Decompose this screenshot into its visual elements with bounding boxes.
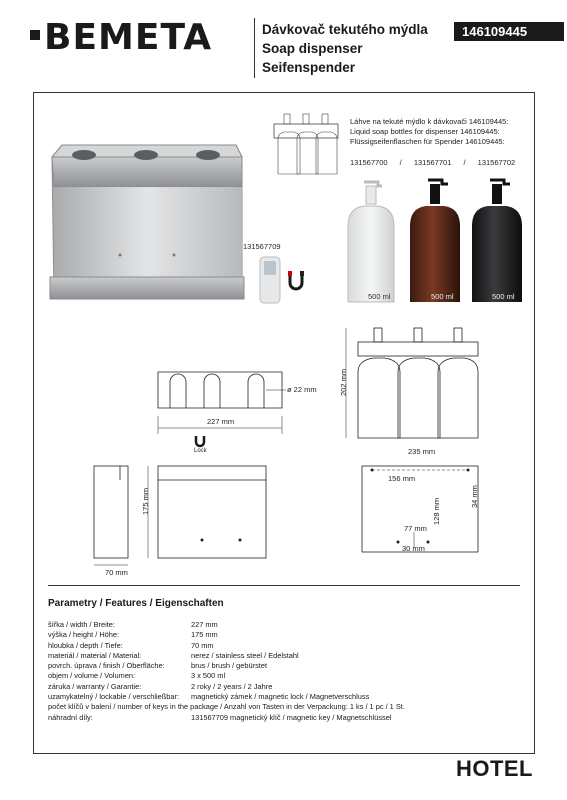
param-value: 70 mm <box>191 640 214 650</box>
volume-label-3: 500 ml <box>492 292 515 301</box>
category-label: HOTEL <box>455 756 533 781</box>
param-key: záruka / warranty / Garantie: <box>48 681 142 691</box>
params-row <box>48 620 405 630</box>
product-titles <box>262 20 428 77</box>
param-value: 3 x 500 ml <box>191 671 226 681</box>
param-key: počet klíčů v balení / number of keys in the package / Anzahl von Tasten in der Verpackung: 1 ks / 1 pc / 1 St. <box>48 702 405 712</box>
logo-square <box>30 30 40 40</box>
dim-depth-70: 70 mm <box>105 568 128 577</box>
front-view-drawing <box>90 460 280 580</box>
volume-label-2: 500 ml <box>431 292 454 301</box>
volume-label-1: 500 ml <box>368 292 391 301</box>
title-de: Seifenspender <box>262 60 356 75</box>
bottle-code-3: 131567702 <box>477 158 516 167</box>
params-row <box>48 641 405 651</box>
params-row <box>48 630 405 640</box>
title-en: Soap dispenser <box>262 41 363 56</box>
dim-height-202: 202 mm <box>339 368 348 396</box>
section-divider <box>48 585 520 586</box>
dim-height-175: 175 mm <box>141 487 150 515</box>
product-code: 146109445 <box>454 22 564 41</box>
dim-156: 156 mm <box>388 474 416 483</box>
bottle-code-2: 131567701 <box>413 158 452 167</box>
dim-width-227: 227 mm <box>207 417 235 426</box>
bottle-clear <box>348 182 394 302</box>
top-view-drawing <box>150 368 330 458</box>
lock-label: Lock <box>194 448 207 454</box>
brand-logo <box>30 18 212 58</box>
param-value: 227 mm <box>191 620 218 629</box>
dim-34: 34 mm <box>470 485 479 508</box>
param-value: 175 mm <box>191 630 218 640</box>
params-row <box>48 702 405 712</box>
param-key: povrch. úprava / finish / Oberfläche: <box>48 661 165 671</box>
param-value: 131567709 magnetický klíč / magnetic key / Magnetschlüssel <box>191 712 392 722</box>
param-value: magnetický zámek / magnetic lock / Magnetverschluss <box>191 692 370 702</box>
code-separator: / <box>399 158 402 167</box>
params-table <box>48 620 405 723</box>
title-cz: Dávkovač tekutého mýdla <box>262 22 428 37</box>
param-key: výška / height / Höhe: <box>48 630 120 640</box>
bottle-photos <box>342 176 524 306</box>
param-key: hloubka / depth / Tiefe: <box>48 640 123 650</box>
bottle-code-1: 131567700 <box>350 158 388 167</box>
params-row <box>48 692 405 702</box>
header-divider <box>254 18 255 78</box>
bottles-info <box>350 117 508 147</box>
bottles-line-en: Liquid soap bottles for dispenser 146109445: <box>350 127 500 136</box>
dispenser-photo <box>46 135 246 307</box>
logo-text: BEMETA <box>44 17 213 58</box>
bottles-line-de: Flüssigseifenflaschen für Spender 146109445: <box>350 137 505 146</box>
param-key: šířka / width / Breite: <box>48 620 115 629</box>
bottle-black <box>472 180 522 302</box>
params-row <box>48 713 405 723</box>
dim-128: 128 mm <box>432 497 441 525</box>
params-title: Parametry / Features / Eigenschaften <box>48 598 224 609</box>
code-separator: / <box>463 158 466 167</box>
param-value: 2 roky / 2 years / 2 Jahre <box>191 681 273 691</box>
param-value: brus / brush / gebürstet <box>191 661 267 671</box>
param-key: uzamykatelný / lockable / verschließbar: <box>48 692 180 702</box>
bottle-set-outline <box>270 108 342 180</box>
dim-diameter: ø 22 mm <box>287 385 317 394</box>
bottle-codes <box>350 158 520 168</box>
params-row <box>48 651 405 661</box>
params-row <box>48 671 405 681</box>
side-view-drawing <box>336 320 496 450</box>
dim-77: 77 mm <box>404 524 427 533</box>
params-row <box>48 682 405 692</box>
bottles-line-cz: Láhve na tekuté mýdlo k dávkovači 146109445: <box>350 117 509 126</box>
param-key: materiál / material / Material: <box>48 650 142 660</box>
param-key: náhradní díly: <box>48 712 93 722</box>
param-value: nerez / stainless steel / Edelstahl <box>191 650 299 660</box>
params-row <box>48 661 405 671</box>
bottle-amber <box>410 180 460 302</box>
magnetic-key-icon <box>258 255 312 307</box>
param-key: objem / volume / Volumen: <box>48 671 136 681</box>
dim-width-235: 235 mm <box>408 447 436 456</box>
dim-30: 30 mm <box>402 544 425 553</box>
key-code: 131567709 <box>243 242 281 251</box>
